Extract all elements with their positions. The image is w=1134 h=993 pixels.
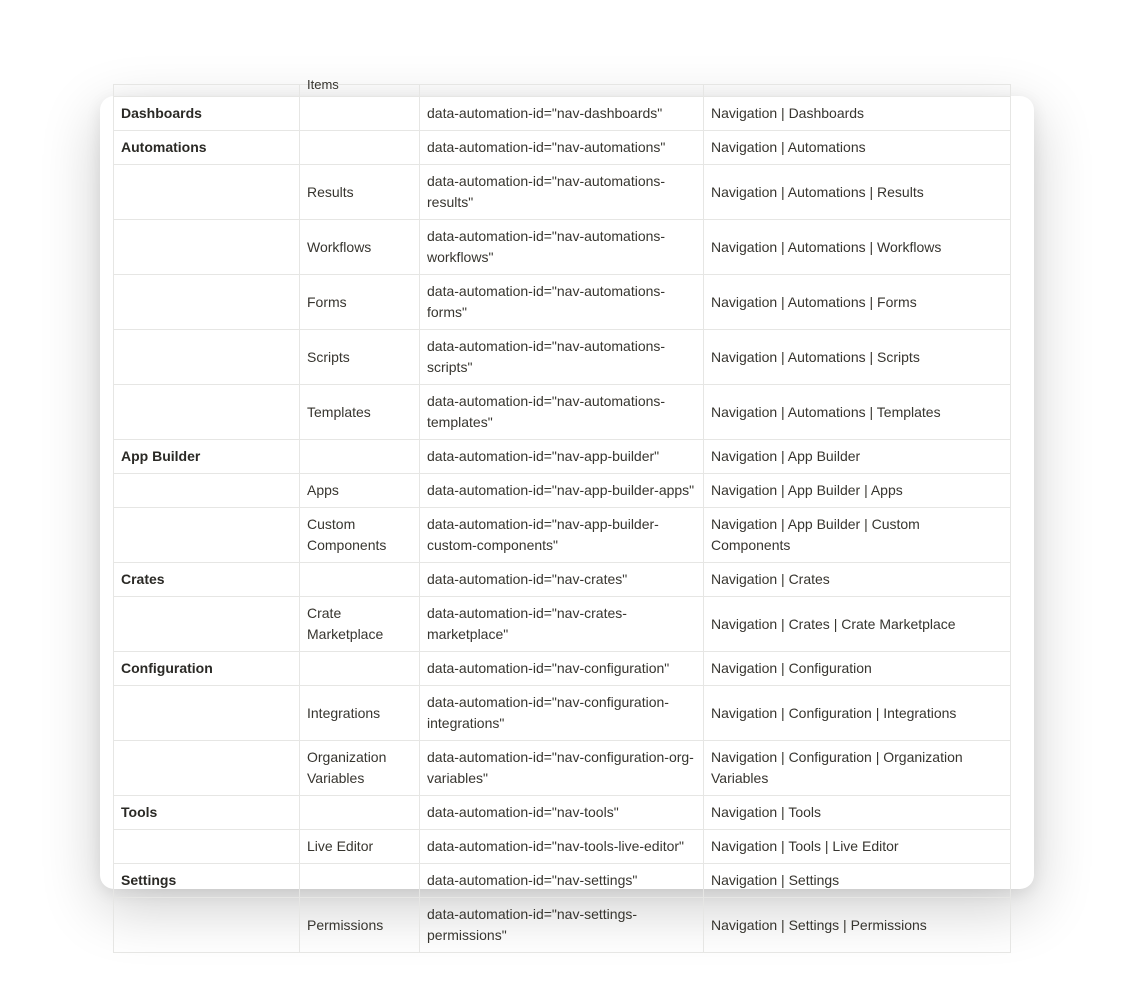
item-cell: Workflows xyxy=(300,220,420,275)
section-cell xyxy=(114,741,300,796)
navigation-path-cell: Navigation | Automations xyxy=(704,131,1011,165)
item-cell: Custom Components xyxy=(300,508,420,563)
navigation-path-cell: Navigation | App Builder | Custom Components xyxy=(704,508,1011,563)
table-row xyxy=(114,830,1011,864)
automation-id-cell: data-automation-id="nav-automations-templates" xyxy=(420,385,704,440)
table-container xyxy=(113,77,1010,953)
table-row xyxy=(114,131,1011,165)
table-row xyxy=(114,597,1011,652)
navigation-path-cell: Navigation | Automations | Results xyxy=(704,165,1011,220)
table-row xyxy=(114,898,1011,953)
section-cell: Tools xyxy=(114,796,300,830)
section-cell xyxy=(114,830,300,864)
document-window xyxy=(100,77,1034,943)
table-row xyxy=(114,686,1011,741)
automation-id-cell: data-automation-id="nav-tools" xyxy=(420,796,704,830)
navigation-path-cell: Navigation | Configuration xyxy=(704,652,1011,686)
item-cell: Results xyxy=(300,165,420,220)
table-row xyxy=(114,275,1011,330)
table-row xyxy=(114,220,1011,275)
item-cell xyxy=(300,563,420,597)
section-cell xyxy=(114,330,300,385)
item-cell: Scripts xyxy=(300,330,420,385)
navigation-path-cell: Navigation | Dashboards xyxy=(704,97,1011,131)
item-cell xyxy=(300,440,420,474)
navigation-path-cell: Navigation | Tools xyxy=(704,796,1011,830)
section-cell xyxy=(114,385,300,440)
section-cell xyxy=(114,898,300,953)
item-cell xyxy=(300,652,420,686)
table-row xyxy=(114,652,1011,686)
table-row xyxy=(114,508,1011,563)
section-cell xyxy=(114,686,300,741)
automation-id-cell: data-automation-id="nav-tools-live-editor" xyxy=(420,830,704,864)
section-cell xyxy=(114,474,300,508)
navigation-path-cell: Navigation | App Builder xyxy=(704,440,1011,474)
item-cell xyxy=(300,864,420,898)
table-row xyxy=(114,741,1011,796)
navigation-path-cell: Navigation | Automations | Forms xyxy=(704,275,1011,330)
item-cell: Forms xyxy=(300,275,420,330)
item-cell: Integrations xyxy=(300,686,420,741)
table-row xyxy=(114,474,1011,508)
item-cell: Templates xyxy=(300,385,420,440)
table-row xyxy=(114,864,1011,898)
table-header-row-partial xyxy=(114,85,1011,97)
automation-id-cell: data-automation-id="nav-crates" xyxy=(420,563,704,597)
navigation-path-cell: Navigation | Settings xyxy=(704,864,1011,898)
section-cell xyxy=(114,220,300,275)
item-cell xyxy=(300,131,420,165)
item-cell xyxy=(300,796,420,830)
automation-id-cell: data-automation-id="nav-configuration-integrations" xyxy=(420,686,704,741)
header-cell xyxy=(420,85,704,97)
section-cell xyxy=(114,508,300,563)
table-row xyxy=(114,330,1011,385)
navigation-path-cell: Navigation | Configuration | Integrations xyxy=(704,686,1011,741)
section-cell: App Builder xyxy=(114,440,300,474)
automation-id-cell: data-automation-id="nav-automations-workflows" xyxy=(420,220,704,275)
header-cell xyxy=(300,77,420,97)
item-cell: Live Editor xyxy=(300,830,420,864)
section-cell xyxy=(114,597,300,652)
automation-id-cell: data-automation-id="nav-automations-forms" xyxy=(420,275,704,330)
section-cell xyxy=(114,275,300,330)
item-cell: Crate Marketplace xyxy=(300,597,420,652)
navigation-path-cell: Navigation | Crates xyxy=(704,563,1011,597)
automation-id-cell: data-automation-id="nav-configuration-org-variables" xyxy=(420,741,704,796)
section-cell xyxy=(114,165,300,220)
automation-id-cell: data-automation-id="nav-crates-marketplace" xyxy=(420,597,704,652)
navigation-path-cell: Navigation | Configuration | Organization Variables xyxy=(704,741,1011,796)
automation-id-cell: data-automation-id="nav-settings" xyxy=(420,864,704,898)
item-cell: Apps xyxy=(300,474,420,508)
navigation-path-cell: Navigation | App Builder | Apps xyxy=(704,474,1011,508)
section-cell: Automations xyxy=(114,131,300,165)
section-cell: Crates xyxy=(114,563,300,597)
automation-id-cell: data-automation-id="nav-app-builder-apps" xyxy=(420,474,704,508)
table-row xyxy=(114,165,1011,220)
navigation-automation-id-table xyxy=(113,77,1011,953)
table-row xyxy=(114,796,1011,830)
navigation-path-cell: Navigation | Automations | Workflows xyxy=(704,220,1011,275)
header-items-label: Items xyxy=(307,77,339,92)
automation-id-cell: data-automation-id="nav-automations-scripts" xyxy=(420,330,704,385)
navigation-path-cell: Navigation | Settings | Permissions xyxy=(704,898,1011,953)
item-cell xyxy=(300,97,420,131)
table-row xyxy=(114,97,1011,131)
section-cell: Dashboards xyxy=(114,97,300,131)
automation-id-cell: data-automation-id="nav-settings-permissions" xyxy=(420,898,704,953)
table-row xyxy=(114,385,1011,440)
automation-id-cell: data-automation-id="nav-configuration" xyxy=(420,652,704,686)
header-cell xyxy=(114,85,300,97)
automation-id-cell: data-automation-id="nav-app-builder-custom-components" xyxy=(420,508,704,563)
automation-id-cell: data-automation-id="nav-automations-results" xyxy=(420,165,704,220)
navigation-path-cell: Navigation | Crates | Crate Marketplace xyxy=(704,597,1011,652)
section-cell: Settings xyxy=(114,864,300,898)
item-cell: Permissions xyxy=(300,898,420,953)
header-cell xyxy=(704,85,1011,97)
table-row xyxy=(114,563,1011,597)
automation-id-cell: data-automation-id="nav-dashboards" xyxy=(420,97,704,131)
automation-id-cell: data-automation-id="nav-automations" xyxy=(420,131,704,165)
navigation-path-cell: Navigation | Tools | Live Editor xyxy=(704,830,1011,864)
navigation-path-cell: Navigation | Automations | Templates xyxy=(704,385,1011,440)
item-cell: Organization Variables xyxy=(300,741,420,796)
section-cell: Configuration xyxy=(114,652,300,686)
automation-id-cell: data-automation-id="nav-app-builder" xyxy=(420,440,704,474)
navigation-path-cell: Navigation | Automations | Scripts xyxy=(704,330,1011,385)
table-row xyxy=(114,440,1011,474)
